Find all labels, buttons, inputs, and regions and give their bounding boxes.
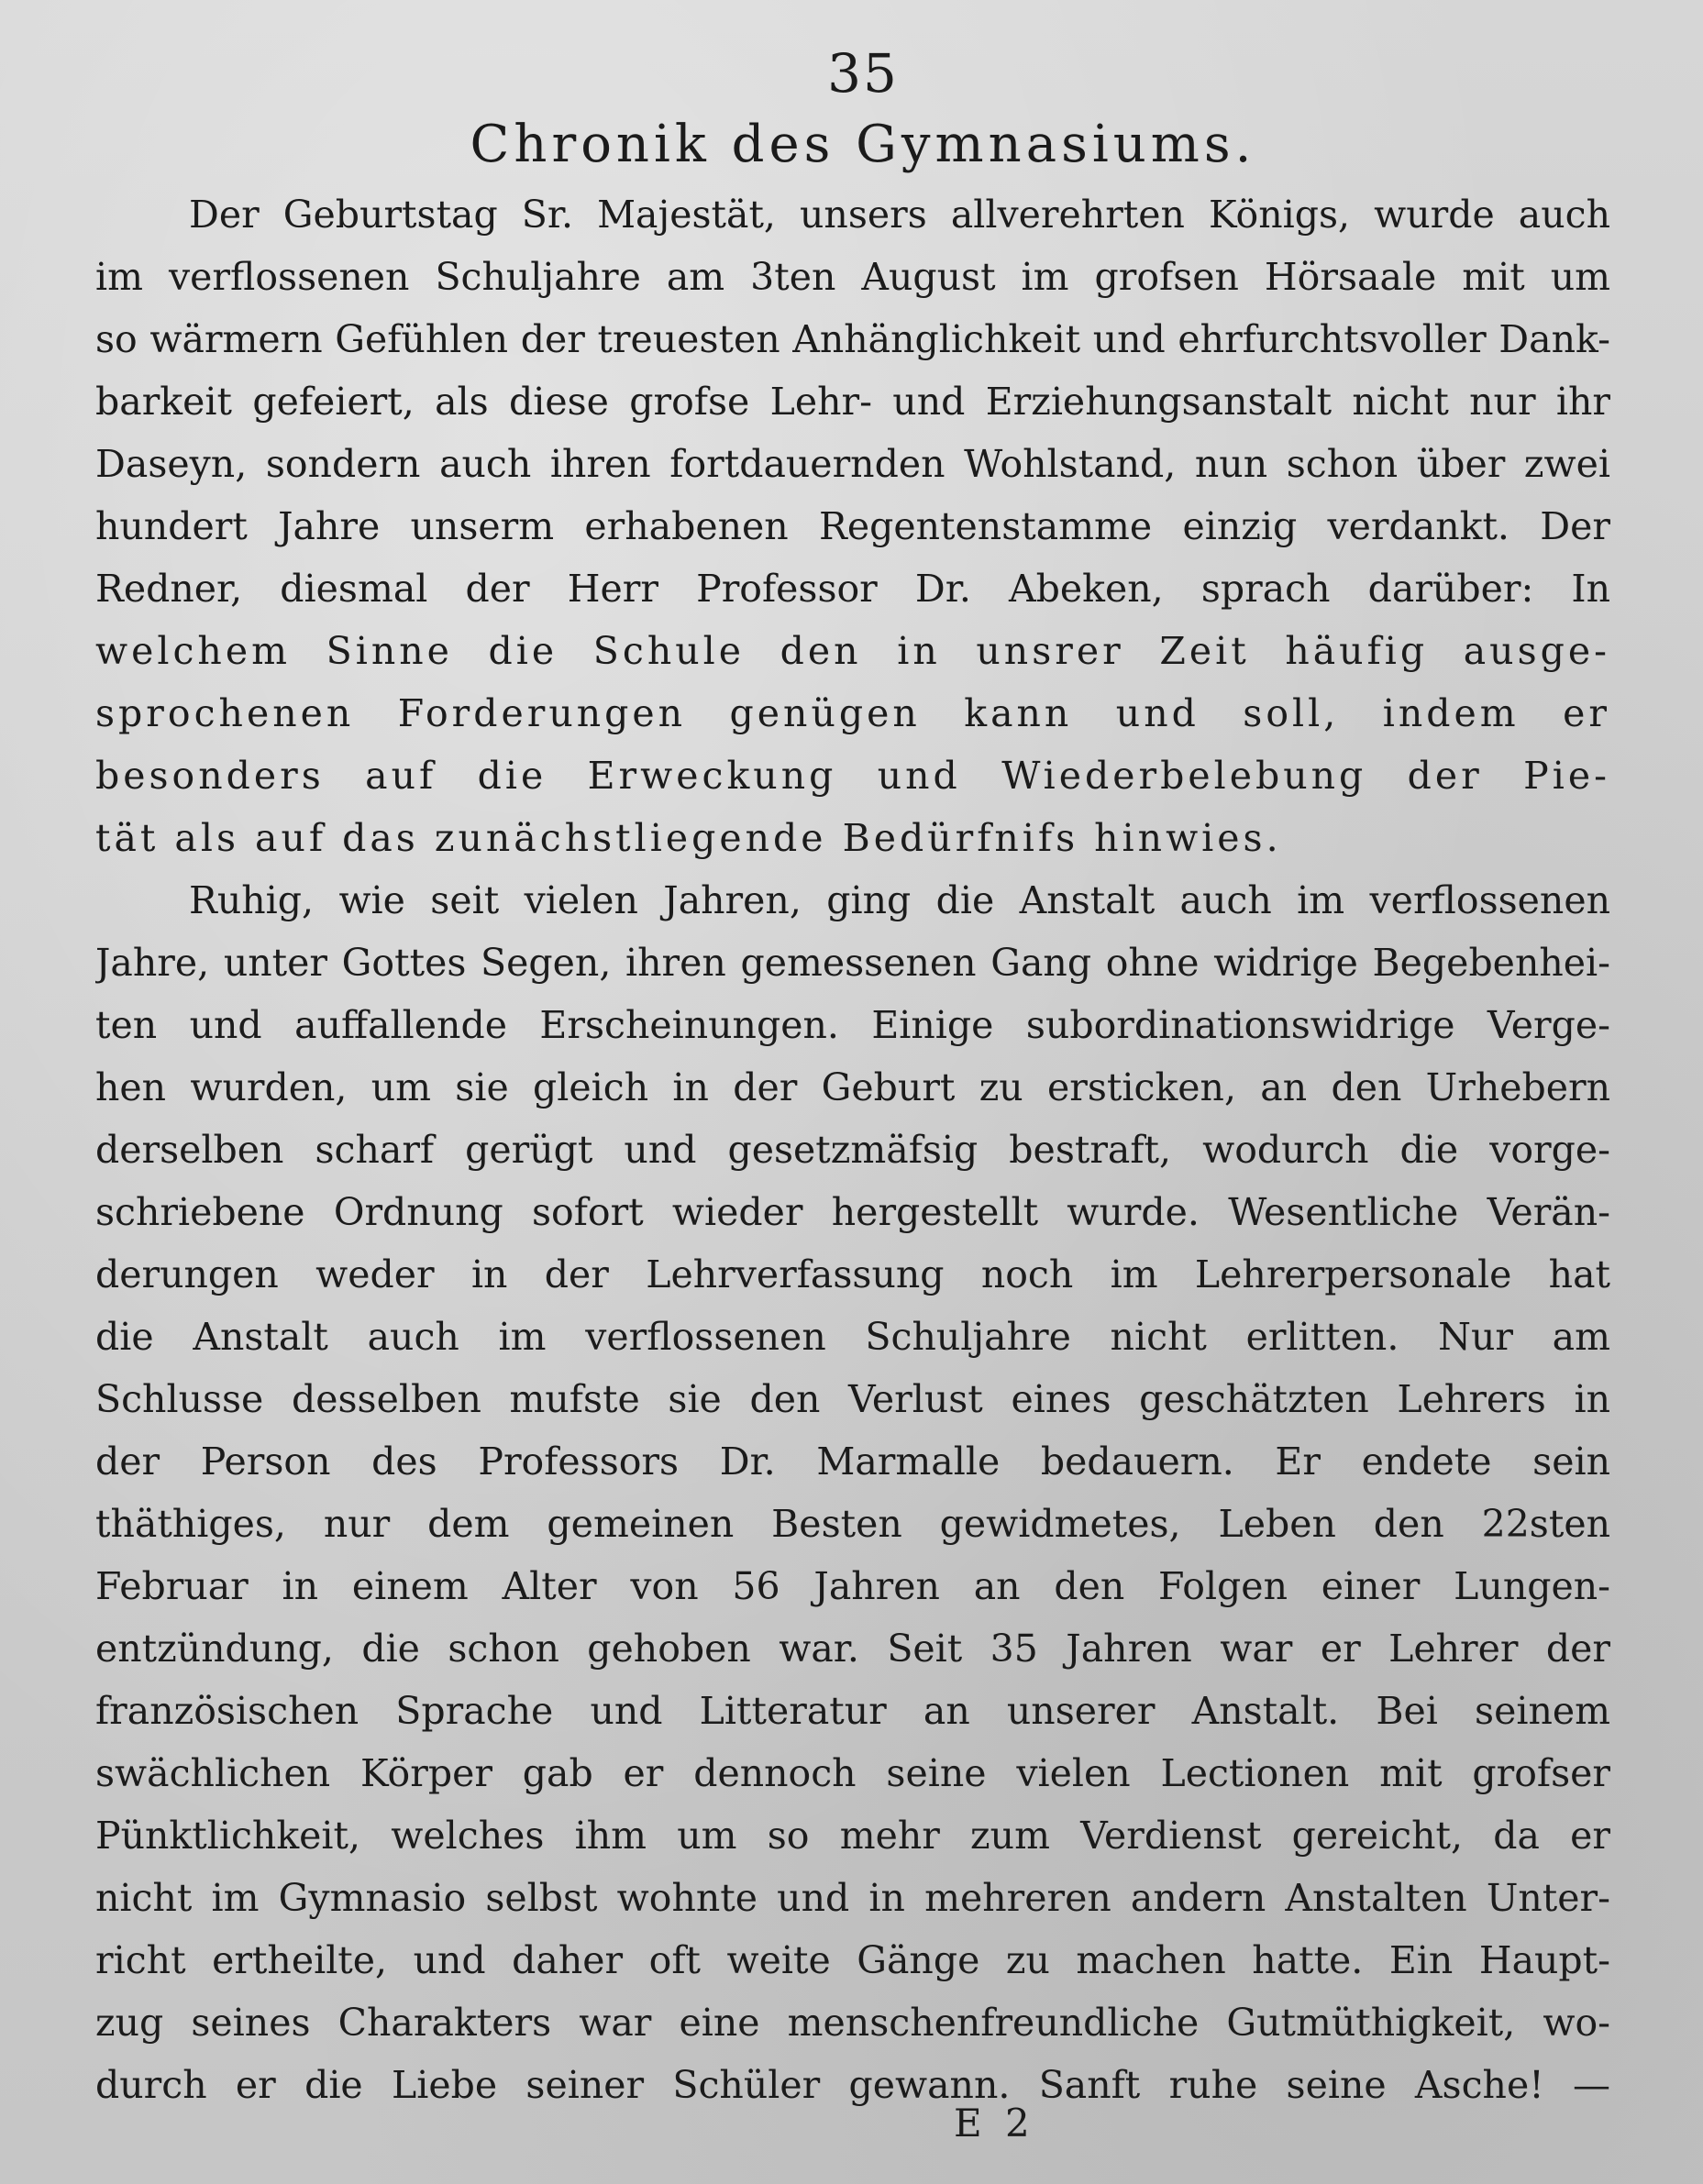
page-number: 35 [827,42,899,105]
text-line: Februar in einem Alter von 56 Jahren an den Folgen einer Lungen- [95,1564,1610,1608]
signature-mark: E 2 [954,2101,1035,2145]
text-line: hundert Jahre unserm erhabenen Regentenstamme einzig verdankt. Der [95,504,1610,548]
text-line: thäthiges, nur dem gemeinen Besten gewidmetes, Leben den 22sten [95,1502,1610,1546]
text-line: schriebene Ordnung sofort wieder hergestellt wurde. Wesentliche Verän- [95,1190,1610,1234]
text-line: ten und auffallende Erscheinungen. Einige subordinationswidrige Verge- [95,1003,1610,1047]
text-line: barkeit gefeiert, als diese grofse Lehr- und Erziehungsanstalt nicht nur ihr [95,380,1610,424]
paragraph-chronicle [95,869,1610,2116]
text-line: derselben scharf gerügt und gesetzmäfsig bestraft, wodurch die vorge- [95,1128,1610,1172]
text-line: Redner, diesmal der Herr Professor Dr. Abeken, sprach darüber: In [95,567,1610,611]
text-line: Ruhig, wie seit vielen Jahren, ging die Anstalt auch im verflossenen [189,878,1610,922]
text-line: durch er die Liebe seiner Schüler gewann. Sanft ruhe seine Asche! — [95,2063,1610,2107]
text-line: Jahre, unter Gottes Segen, ihren gemessenen Gang ohne widrige Begebenhei- [95,941,1610,985]
chapter-title: Chronik des Gymnasiums. [470,115,1256,174]
text-line: hen wurden, um sie gleich in der Geburt zu ersticken, an den Urhebern [95,1065,1610,1109]
text-line: zug seines Charakters war eine menschenfreundliche Gutmüthigkeit, wo- [95,2001,1610,2045]
text-line: swächlichen Körper gab er dennoch seine vielen Lectionen mit grofser [95,1751,1610,1795]
text-line: nicht im Gymnasio selbst wohnte und in mehreren andern Anstalten Unter- [95,1876,1610,1920]
text-line: entzündung, die schon gehoben war. Seit 35 Jahren war er Lehrer der [95,1627,1610,1671]
text-line: im verflossenen Schuljahre am 3ten August im grofsen Hörsaale mit um [95,255,1610,299]
text-line: der Person des Professors Dr. Marmalle bedauern. Er endete sein [95,1439,1610,1484]
text-line: richt ertheilte, und daher oft weite Gänge zu machen hatte. Ein Haupt- [95,1938,1610,1982]
text-line: Schlusse desselben mufste sie den Verlust eines geschätzten Lehrers in [95,1377,1610,1421]
text-line: derungen weder in der Lehrverfassung noch im Lehrerpersonale hat [95,1252,1610,1296]
text-line: französischen Sprache und Litteratur an unserer Anstalt. Bei seinem [95,1689,1610,1733]
paragraph-birthday [95,183,1610,869]
body-text [95,183,1610,2116]
text-line: die Anstalt auch im verflossenen Schuljahre nicht erlitten. Nur am [95,1315,1610,1359]
text-line: Der Geburtstag Sr. Majestät, unsers allverehrten Königs, wurde auch [189,193,1610,237]
text-line: besonders auf die Erweckung und Wiederbelebung der Pie- [95,754,1610,798]
text-line: Daseyn, sondern auch ihren fortdauernden Wohlstand, nun schon über zwei [95,442,1610,486]
text-line: sprochenen Forderungen genügen kann und soll, indem er [95,691,1610,735]
text-line: Pünktlichkeit, welches ihm um so mehr zum Verdienst gereicht, da er [95,1814,1610,1858]
text-line: welchem Sinne die Schule den in unsrer Zeit häufig ausge- [95,629,1610,673]
text-line: tät als auf das zunächstliegende Bedürfnifs hinwies. [95,816,1282,860]
text-line: so wärmern Gefühlen der treuesten Anhänglichkeit und ehrfurchtsvoller Dank- [95,317,1610,361]
